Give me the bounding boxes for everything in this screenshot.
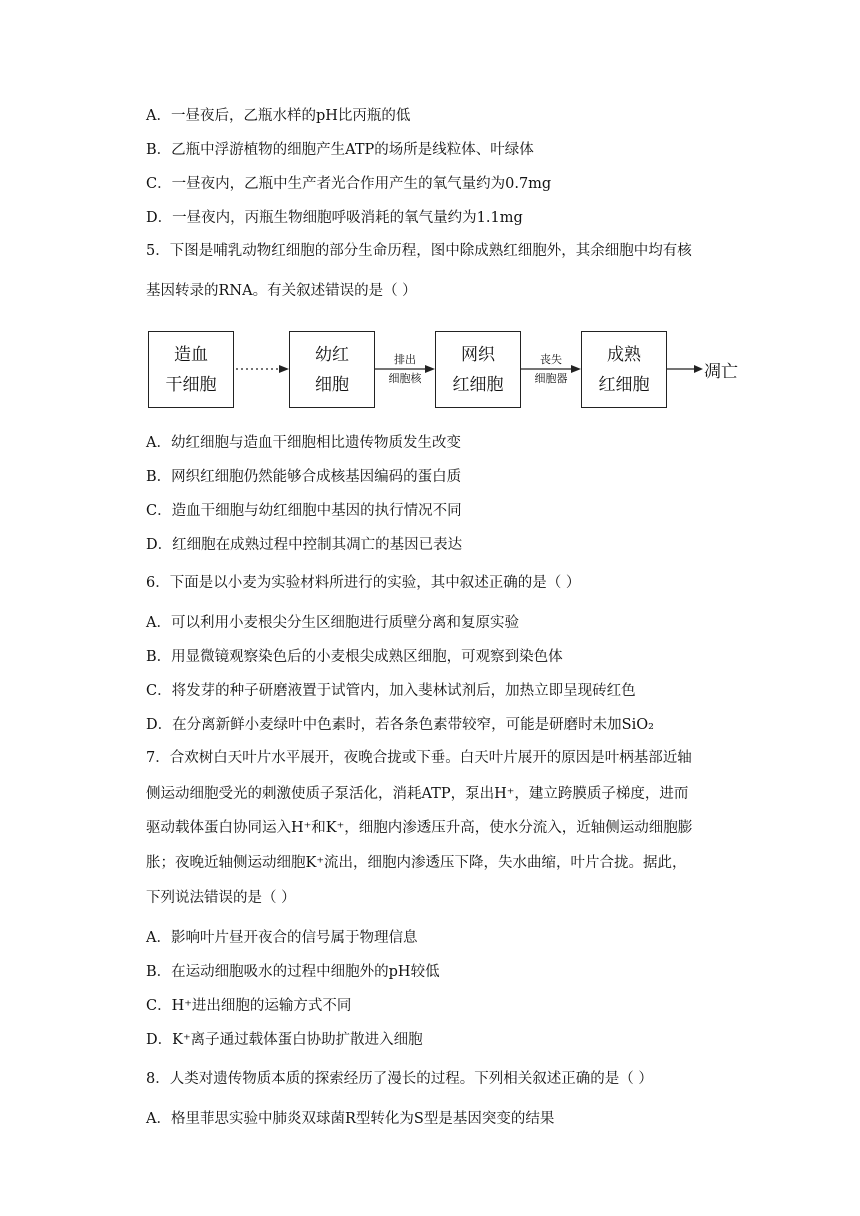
q8-option-a: A．格里菲思实验中肺炎双球菌R型转化为S型是基因突变的结果	[146, 1111, 555, 1127]
q6-option-a: A．可以利用小麦根尖分生区细胞进行质壁分离和复原实验	[146, 615, 519, 631]
arrow-head	[279, 365, 289, 373]
diagram-end-apoptosis: 凋亡	[704, 362, 738, 382]
q7-option-d: D．K⁺离子通过载体蛋白协助扩散进入细胞	[146, 1032, 423, 1048]
q6-option-d: D．在分离新鲜小麦绿叶中色素时，若各条色素带较窄，可能是研磨时未加SiO₂	[146, 717, 654, 733]
arrow-label-lose-organelles: 丧失 细胞器	[534, 353, 568, 385]
q6-option-b: B．用显微镜观察染色后的小麦根尖成熟区细胞，可观察到染色体	[146, 649, 563, 665]
diagram-box-erythroblast: 幼红 细胞	[289, 331, 375, 408]
q5-option-c: C．造血干细胞与幼红细胞中基因的执行情况不同	[146, 503, 462, 519]
q6-option-c: C．将发芽的种子研磨液置于试管内，加入斐林试剂后，加热立即呈现砖红色	[146, 683, 636, 699]
arrow-head	[694, 365, 703, 373]
q7-stem-line-5: 下列说法错误的是（ ）	[146, 890, 296, 906]
q5-option-a: A．幼红细胞与造血干细胞相比遗传物质发生改变	[146, 435, 461, 451]
diagram-box-hematopoietic-stem-cell: 造血 干细胞	[148, 331, 234, 408]
q7-stem-line-4: 胀；夜晚近轴侧运动细胞K⁺流出，细胞内渗透压下降，失水曲缩，叶片合拢。据此，	[146, 855, 687, 871]
q6-stem: 6．下面是以小麦为实验材料所进行的实验，其中叙述正确的是（ ）	[146, 575, 581, 591]
diagram-box-reticulocyte: 网织 红细胞	[435, 331, 521, 408]
diagram-box-mature-red-cell: 成熟 红细胞	[581, 331, 667, 408]
q7-option-b: B．在运动细胞吸水的过程中细胞外的pH较低	[146, 964, 440, 980]
q4-option-d: D．一昼夜内，丙瓶生物细胞呼吸消耗的氧气量约为1.1mg	[146, 210, 523, 226]
q7-stem-line-2: 侧运动细胞受光的刺激使质子泵活化，消耗ATP，泵出H⁺，建立跨膜质子梯度，进而	[146, 786, 689, 802]
q5-option-d: D．红细胞在成熟过程中控制其凋亡的基因已表达	[146, 537, 463, 553]
q7-option-a: A．影响叶片昼开夜合的信号属于物理信息	[146, 930, 418, 946]
q4-option-b: B．乙瓶中浮游植物的细胞产生ATP的场所是线粒体、叶绿体	[146, 142, 534, 158]
q7-option-c: C．H⁺进出细胞的运输方式不同	[146, 998, 352, 1014]
q7-stem-line-3: 驱动载体蛋白协同运入H⁺和K⁺，细胞内渗透压升高，使水分流入，近轴侧运动细胞膨	[146, 820, 693, 836]
q7-stem-line-1: 7．合欢树白天叶片水平展开，夜晚合拢或下垂。白天叶片展开的原因是叶柄基部近轴	[146, 750, 692, 766]
q5-stem-line-2: 基因转录的RNA。有关叙述错误的是（ ）	[146, 283, 417, 299]
q4-option-c: C．一昼夜内，乙瓶中生产者光合作用产生的氧气量约为0.7mg	[146, 176, 552, 192]
q4-option-a: A．一昼夜后，乙瓶水样的pH比丙瓶的低	[146, 108, 411, 124]
arrow-label-expel-nucleus: 排出 细胞核	[388, 353, 422, 385]
q8-stem: 8．人类对遗传物质本质的探索经历了漫长的过程。下列相关叙述正确的是（ ）	[146, 1071, 653, 1087]
q5-option-b: B．网织红细胞仍然能够合成核基因编码的蛋白质	[146, 469, 462, 485]
q5-stem-line-1: 5．下图是哺乳动物红细胞的部分生命历程，图中除成熟红细胞外，其余细胞中均有核	[146, 243, 692, 259]
